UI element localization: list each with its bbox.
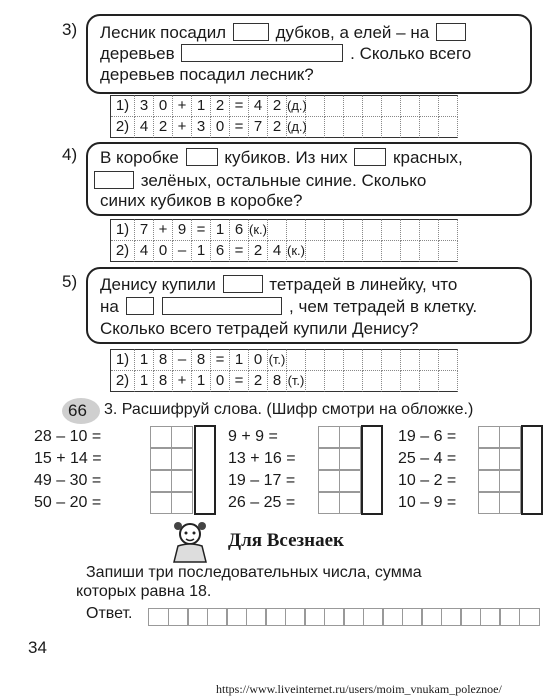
grid-cell: 1) [111, 95, 135, 117]
grid-cell: (т.) [287, 371, 306, 392]
grid-cell [287, 349, 306, 371]
grid-cell [401, 219, 420, 241]
answer-row-cell[interactable] [460, 608, 481, 626]
problem-3-text-b: дубков, а елей – на [275, 23, 430, 42]
grid-cell: 2 [268, 117, 287, 138]
task3-expression: 10 – 2 = [398, 472, 457, 489]
solution-grid-4 [110, 219, 458, 262]
grid-cell: + [173, 95, 192, 117]
answer-row-cell[interactable] [168, 608, 189, 626]
grid-cell: 0 [211, 117, 230, 138]
problem-5-text-b: тетрадей в линейку, что [269, 275, 458, 294]
grid-cell [344, 95, 363, 117]
grid-cell [344, 349, 363, 371]
problem-5-line-1 [100, 275, 457, 295]
problem-3-line-2 [100, 44, 471, 64]
problem-5-line-2 [100, 297, 477, 317]
answer-row-cell[interactable] [148, 608, 169, 626]
grid-cell: 1) [111, 219, 135, 241]
grid-cell: 2 [249, 371, 268, 392]
grid-cell: 1 [192, 95, 211, 117]
page-number: 34 [28, 638, 47, 657]
problem-5-text-d: , чем тетрадей в клетку. [289, 297, 478, 316]
grid-cell [401, 117, 420, 138]
grid-cell [420, 371, 439, 392]
grid-cell [306, 95, 325, 117]
grid-cell: = [230, 117, 249, 138]
answer-cell[interactable] [171, 448, 193, 470]
task3-expression: 26 – 25 = [228, 494, 296, 511]
bonus-text-2: которых равна 18. [76, 583, 212, 600]
grid-cell: = [230, 371, 249, 392]
answer-cell[interactable] [339, 492, 361, 514]
grid-cell: 8 [154, 371, 173, 392]
grid-cell [382, 95, 401, 117]
bonus-text-1: Запиши три последовательных числа, сумма [86, 564, 422, 581]
grid-cell [382, 117, 401, 138]
letter-box[interactable] [521, 425, 543, 515]
grid-cell: 1 [135, 371, 154, 392]
answer-row-cell[interactable] [441, 608, 462, 626]
grid-cell: = [192, 219, 211, 241]
grid-cell [363, 349, 382, 371]
grid-cell: 4 [135, 117, 154, 138]
girl-illustration [160, 520, 220, 566]
grid-cell: 6 [230, 219, 249, 241]
answer-cell[interactable] [318, 448, 340, 470]
grid-cell [325, 219, 344, 241]
grid-cell: 1 [192, 371, 211, 392]
grid-cell [382, 241, 401, 262]
grid-cell: 3 [135, 95, 154, 117]
grid-cell: 3 [192, 117, 211, 138]
answer-cell[interactable] [478, 492, 500, 514]
problem-5-text-c: на [100, 297, 119, 316]
answer-cell[interactable] [339, 426, 361, 448]
grid-cell [439, 371, 458, 392]
grid-cell: 1 [135, 349, 154, 371]
grid-cell: (т.) [268, 349, 287, 371]
grid-cell: (к.) [249, 219, 268, 241]
answer-row-cell[interactable] [304, 608, 325, 626]
grid-cell [401, 349, 420, 371]
grid-cell: + [173, 371, 192, 392]
problem-3-line-3: деревьев посадил лесник? [100, 65, 314, 84]
task3-expression: 28 – 10 = [34, 428, 102, 445]
grid-cell [420, 117, 439, 138]
grid-cell [325, 349, 344, 371]
answer-cell[interactable] [171, 426, 193, 448]
problem-4-text-a: В коробке [100, 148, 179, 167]
problem-4-text-b: кубиков. Из них [224, 148, 348, 167]
grid-cell: + [154, 219, 173, 241]
answer-cell[interactable] [150, 492, 172, 514]
grid-cell: = [230, 95, 249, 117]
grid-cell [363, 241, 382, 262]
grid-cell [439, 349, 458, 371]
grid-cell: (д.) [287, 95, 306, 117]
grid-cell [420, 241, 439, 262]
grid-cell: – [173, 241, 192, 262]
answer-row-cell[interactable] [343, 608, 364, 626]
grid-cell: 4 [249, 95, 268, 117]
grid-cell: 1 [211, 219, 230, 241]
answer-cell[interactable] [150, 448, 172, 470]
answer-row-cell[interactable] [402, 608, 423, 626]
task3-expression: 10 – 9 = [398, 494, 457, 511]
answer-cell[interactable] [478, 448, 500, 470]
answer-cell[interactable] [318, 470, 340, 492]
problem-4-line-3: синих кубиков в коробке? [100, 191, 303, 210]
answer-blank[interactable] [233, 23, 269, 41]
grid-cell: 2) [111, 371, 135, 392]
answer-cell[interactable] [499, 426, 521, 448]
grid-cell [306, 371, 325, 392]
grid-cell [325, 241, 344, 262]
grid-cell: 2 [211, 95, 230, 117]
grid-cell [306, 219, 325, 241]
problem-3-text-d: . Сколько всего [350, 44, 472, 63]
problem-3-text-a: Лесник посадил [100, 23, 227, 42]
answer-cell[interactable] [339, 470, 361, 492]
grid-cell [306, 241, 325, 262]
answer-row-cell[interactable] [363, 608, 384, 626]
grid-cell: 8 [154, 349, 173, 371]
grid-cell [306, 349, 325, 371]
grid-cell: 4 [268, 241, 287, 262]
letter-box[interactable] [361, 425, 383, 515]
grid-cell [363, 95, 382, 117]
grid-cell: 8 [192, 349, 211, 371]
grid-cell [344, 241, 363, 262]
grid-cell: – [173, 349, 192, 371]
grid-cell: 2) [111, 117, 135, 138]
grid-cell: = [211, 349, 230, 371]
answer-row-cell[interactable] [480, 608, 501, 626]
grid-cell: 6 [211, 241, 230, 262]
grid-cell [325, 117, 344, 138]
solution-grid-3 [110, 95, 458, 138]
grid-cell: (д.) [287, 117, 306, 138]
grid-cell: 2 [154, 117, 173, 138]
problem-4-text-c: красных, [393, 148, 463, 167]
task3-expression: 19 – 6 = [398, 428, 457, 445]
problem-5-text-a: Денису купили [100, 275, 216, 294]
answer-cell[interactable] [478, 426, 500, 448]
grid-cell [439, 241, 458, 262]
answer-row-cell[interactable] [519, 608, 540, 626]
grid-cell: = [230, 241, 249, 262]
grid-cell [439, 117, 458, 138]
grid-cell: 7 [135, 219, 154, 241]
task3-expression: 9 + 9 = [228, 428, 278, 445]
task3-title: 3. Расшифруй слова. (Шифр смотри на обложке.) [104, 401, 474, 418]
grid-cell: 0 [211, 371, 230, 392]
grid-cell [306, 117, 325, 138]
problem-4-text-d: зелёных, остальные синие. Сколько [140, 171, 427, 190]
task3-expression: 25 – 4 = [398, 450, 457, 467]
answer-blank[interactable] [162, 297, 282, 315]
answer-row-cell[interactable] [499, 608, 520, 626]
letter-box[interactable] [194, 425, 216, 515]
grid-cell [382, 371, 401, 392]
problem-3-text-c: деревьев [100, 44, 175, 63]
grid-cell [325, 371, 344, 392]
footer-url: https://www.liveinternet.ru/users/moim_vnukam_poleznoe/ [216, 682, 502, 696]
grid-cell [420, 349, 439, 371]
answer-cell[interactable] [318, 426, 340, 448]
grid-cell [420, 219, 439, 241]
answer-cell[interactable] [499, 448, 521, 470]
grid-cell [344, 117, 363, 138]
grid-cell: 2) [111, 241, 135, 262]
answer-cell[interactable] [499, 492, 521, 514]
grid-cell: 2 [249, 241, 268, 262]
problem-number-3: 3) [62, 20, 78, 39]
problem-3-line-1 [100, 23, 468, 43]
grid-cell: + [173, 117, 192, 138]
grid-cell: 1 [230, 349, 249, 371]
answer-blank[interactable] [223, 275, 263, 293]
answer-row-cell[interactable] [382, 608, 403, 626]
grid-cell: 1 [192, 241, 211, 262]
task3-expression: 49 – 30 = [34, 472, 102, 489]
task3-expression: 19 – 17 = [228, 472, 296, 489]
grid-cell: 0 [154, 95, 173, 117]
task3-expression: 15 + 14 = [34, 450, 102, 467]
grid-cell [363, 219, 382, 241]
answer-cell[interactable] [150, 470, 172, 492]
grid-cell [287, 219, 306, 241]
answer-blank[interactable] [126, 297, 154, 315]
answer-blank[interactable] [181, 44, 343, 62]
answer-cell[interactable] [478, 470, 500, 492]
answer-cell[interactable] [171, 492, 193, 514]
grid-cell: 1) [111, 349, 135, 371]
grid-cell [268, 219, 287, 241]
answer-cell[interactable] [150, 426, 172, 448]
problem-5-line-3: Сколько всего тетрадей купили Денису? [100, 319, 419, 338]
answer-cell[interactable] [339, 448, 361, 470]
task3-expression: 50 – 20 = [34, 494, 102, 511]
problem-4-line-2 [92, 171, 426, 191]
grid-cell [401, 371, 420, 392]
grid-cell [439, 219, 458, 241]
grid-cell [382, 349, 401, 371]
answer-cell[interactable] [499, 470, 521, 492]
grid-cell [325, 95, 344, 117]
problem-number-5: 5) [62, 272, 78, 291]
answer-blank[interactable] [186, 148, 218, 166]
task-badge-number: 66 [68, 401, 87, 420]
grid-cell [382, 219, 401, 241]
answer-row-cell[interactable] [421, 608, 442, 626]
answer-label: Ответ. [86, 605, 133, 622]
answer-row-cell[interactable] [226, 608, 247, 626]
task3-expression: 13 + 16 = [228, 450, 296, 467]
grid-cell: 0 [249, 349, 268, 371]
answer-row-cell[interactable] [187, 608, 208, 626]
answer-cell[interactable] [318, 492, 340, 514]
grid-cell: 0 [154, 241, 173, 262]
grid-cell [363, 371, 382, 392]
grid-cell [344, 371, 363, 392]
answer-row-cell[interactable] [265, 608, 286, 626]
solution-grid-5 [110, 349, 458, 392]
grid-cell [401, 95, 420, 117]
answer-row-cell[interactable] [207, 608, 228, 626]
answer-blank[interactable] [354, 148, 386, 166]
grid-cell [344, 219, 363, 241]
answer-blank[interactable] [94, 171, 134, 189]
grid-cell: 9 [173, 219, 192, 241]
problem-number-4: 4) [62, 145, 78, 164]
grid-cell [363, 117, 382, 138]
grid-cell: 7 [249, 117, 268, 138]
grid-cell: 2 [268, 95, 287, 117]
grid-cell: (к.) [287, 241, 306, 262]
grid-cell [439, 95, 458, 117]
problem-4-line-1 [100, 148, 463, 168]
answer-row-cell[interactable] [324, 608, 345, 626]
answer-row-cell[interactable] [246, 608, 267, 626]
bonus-heading: Для Всезнаек [228, 530, 344, 551]
grid-cell [401, 241, 420, 262]
grid-cell: 8 [268, 371, 287, 392]
answer-cells[interactable] [148, 608, 538, 624]
grid-cell [420, 95, 439, 117]
answer-blank[interactable] [436, 23, 466, 41]
answer-cell[interactable] [171, 470, 193, 492]
answer-row-cell[interactable] [285, 608, 306, 626]
grid-cell: 4 [135, 241, 154, 262]
